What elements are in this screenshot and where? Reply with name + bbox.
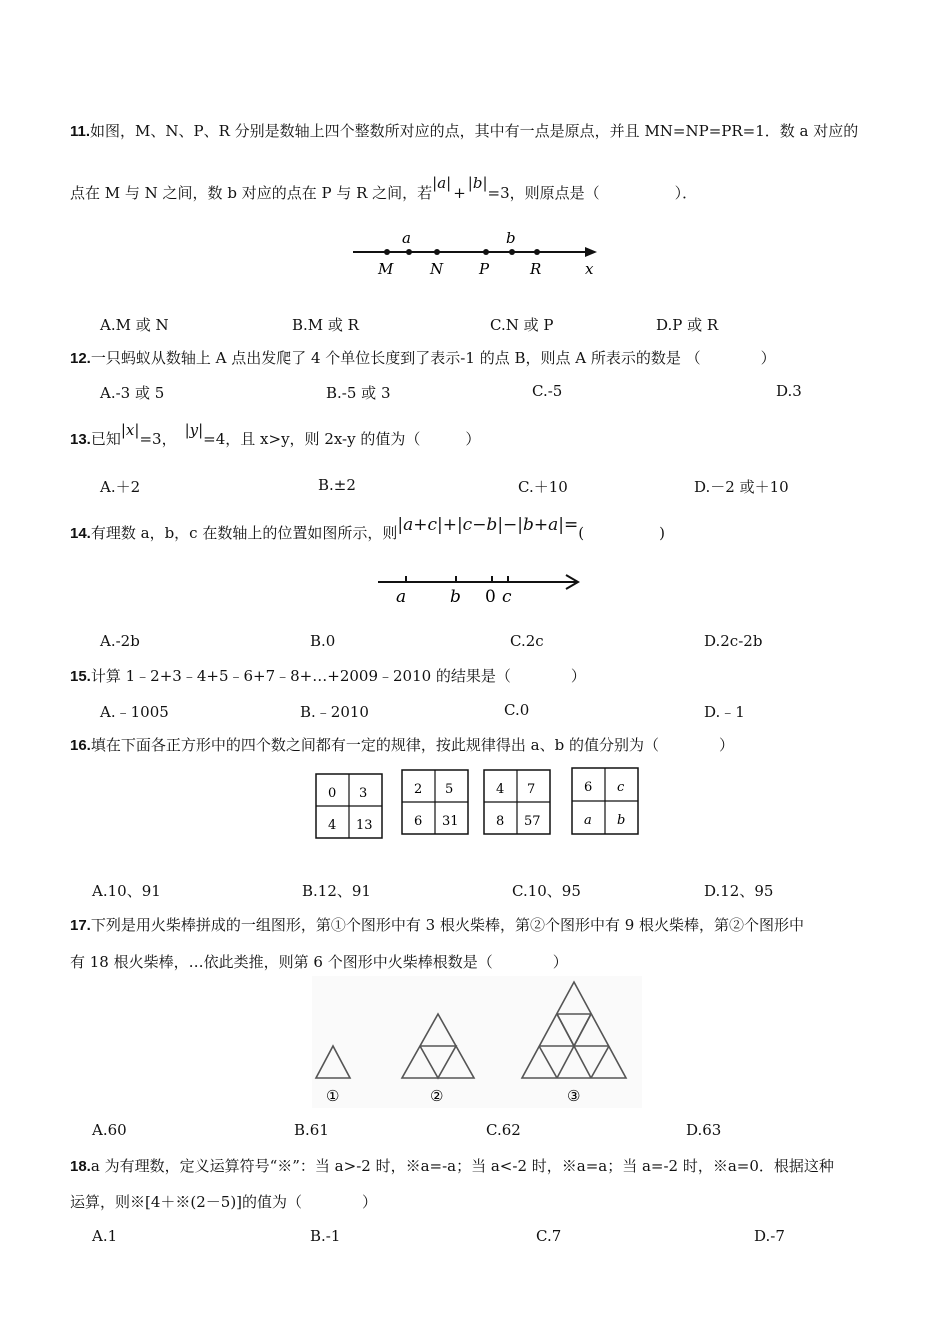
q16-squares-figure [312,766,644,842]
square-1-bottom-right: 13 [356,818,373,833]
figure-label-2: ② [430,1087,444,1105]
q12-option-d[interactable]: D.3 [776,382,802,400]
square-1-bottom-left: 4 [328,818,337,833]
q15-option-c[interactable]: C.0 [504,701,530,719]
q13-option-b[interactable]: B.±2 [318,476,356,494]
point-R [534,249,540,255]
q17-option-a[interactable]: A.60 [92,1121,127,1139]
q15-number: 15. [70,668,91,685]
square-3-top-left: 4 [496,782,505,797]
label-b: b [506,229,516,247]
label-b: b [450,587,461,607]
q13-number: 13. [70,431,91,448]
q15-line: 15.计算 1﹣2+3﹣4+5﹣6+7﹣8+…+2009﹣2010 的结果是（ ） [70,667,586,685]
square-2-top-right: 5 [445,782,454,797]
q11-option-c[interactable]: C.N 或 P [490,316,554,334]
q14-option-c[interactable]: C.2c [510,632,544,650]
square-3-top-right: 7 [527,782,536,797]
q12-option-c[interactable]: C.-5 [532,382,563,400]
q18-option-a[interactable]: A.1 [92,1227,118,1245]
q12-line: 12.一只蚂蚁从数轴上 A 点出发爬了 4 个单位长度到了表示-1 的点 B，则点 A 所表示的数是 （ ） [70,349,776,367]
q13-option-a[interactable]: A.＋2 [100,478,141,496]
q18-option-c[interactable]: C.7 [536,1227,562,1245]
q17-option-c[interactable]: C.62 [486,1121,521,1139]
figure-label-3: ③ [567,1087,581,1105]
square-2-bottom-right: 31 [442,814,459,829]
q11-number: 11. [70,123,91,140]
q14-option-a[interactable]: A.-2b [100,632,140,650]
square-3-bottom-left: 8 [496,814,505,829]
point-M [384,249,390,255]
square-4-bottom-right: b [617,813,626,828]
abs-b: |b| [467,174,488,192]
q11-line1: 11.如图，M、N、P、R 分别是数轴上四个整数所对应的点，其中有一点是原点，并且 MN=NP=PR=1．数 a 对应的 [70,122,859,140]
q15-option-b[interactable]: B.﹣2010 [300,703,369,721]
q16-number: 16. [70,737,91,754]
q14-formula: |a+c|+|c−b|−|b+a|= [397,515,579,535]
point-P [483,249,489,255]
square-3 [484,770,550,834]
q16-option-d[interactable]: D.12、95 [704,882,774,900]
square-2 [402,770,468,834]
q11-option-d[interactable]: D.P 或 R [656,316,719,334]
square-4-bottom-left: a [584,813,592,828]
figure-label-1: ① [326,1087,340,1105]
label-c: c [502,587,512,607]
q13-option-d[interactable]: D.－2 或＋10 [694,478,789,496]
q18-option-b[interactable]: B.-1 [310,1227,341,1245]
q14-option-b[interactable]: B.0 [310,632,336,650]
q18-option-d[interactable]: D.-7 [754,1227,785,1245]
q12-option-b[interactable]: B.-5 或 3 [326,384,391,402]
q13-line: 13.已知|x|=3， |y|=4，且 x>y，则 2x-y 的值为（ ） [70,421,481,448]
q11-option-b[interactable]: B.M 或 R [292,316,359,334]
square-2-bottom-left: 6 [414,814,423,829]
q14-number-line-figure [372,566,586,608]
q16-option-a[interactable]: A.10、91 [92,882,161,900]
point-b [509,249,515,255]
q13-option-c[interactable]: C.＋10 [518,478,568,496]
q16-option-b[interactable]: B.12、91 [302,882,371,900]
q17-option-d[interactable]: D.63 [686,1121,722,1139]
label-N: N [430,260,444,278]
q16-option-c[interactable]: C.10、95 [512,882,581,900]
label-P: P [479,260,490,278]
q17-line2: 有 18 根火柴棒，…依此类推，则第 6 个图形中火柴棒根数是（ ） [70,953,568,971]
q17-number: 17. [70,917,91,934]
q12-option-a[interactable]: A.-3 或 5 [100,384,165,402]
q11-line2: 点在 M 与 N 之间，数 b 对应的点在 P 与 R 之间，若|a|+|b|=3，则原点是（ ）． [70,174,698,202]
square-1-top-right: 3 [359,786,368,801]
abs-a: |a| [432,174,452,192]
q12-number: 12. [70,350,91,367]
q14-option-d[interactable]: D.2c-2b [704,632,763,650]
label-R: R [530,260,542,278]
q15-option-a[interactable]: A.﹣1005 [100,703,169,721]
q17-line1: 17.下列是用火柴棒拼成的一组图形，第①个图形中有 3 根火柴棒，第②个图形中有 9 根火柴棒，第②个图形中 [70,916,805,934]
abs-y: |y| [184,421,204,439]
abs-x: |x| [120,421,140,439]
label-a: a [396,587,407,607]
label-M: M [378,260,394,278]
square-4-top-left: 6 [584,780,593,795]
label-x: x [585,260,594,278]
square-1 [316,774,382,838]
q14-number: 14. [70,525,91,542]
q14-line: 14.有理数 a，b，c 在数轴上的位置如图所示，则|a+c|+|c−b|−|b+a|=( ) [70,515,665,542]
square-2-top-left: 2 [414,782,423,797]
label-zero: 0 [485,587,496,607]
q16-line: 16.填在下面各正方形中的四个数之间都有一定的规律，按此规律得出 a、b 的值分别为（ ） [70,736,734,754]
q18-line1: 18.a 为有理数，定义运算符号“※”：当 a>-2 时，※a=-a；当 a<-2 时，※a=a；当 a=-2 时，※a=0．根据这种 [70,1157,834,1175]
q17-option-b[interactable]: B.61 [294,1121,329,1139]
q11-option-a[interactable]: A.M 或 N [100,316,169,334]
square-4-top-right: c [617,780,625,795]
point-N [434,249,440,255]
q18-line2: 运算，则※[4＋※(2－5)]的值为（ ） [70,1193,378,1211]
q15-option-d[interactable]: D.﹣1 [704,703,745,721]
square-1-top-left: 0 [328,786,337,801]
label-a: a [402,229,411,247]
q17-matchstick-figure [312,976,642,1108]
point-a [406,249,412,255]
square-4 [572,768,638,834]
q11-number-line-figure [345,228,605,280]
q18-number: 18. [70,1158,91,1175]
square-3-bottom-right: 57 [524,814,541,829]
